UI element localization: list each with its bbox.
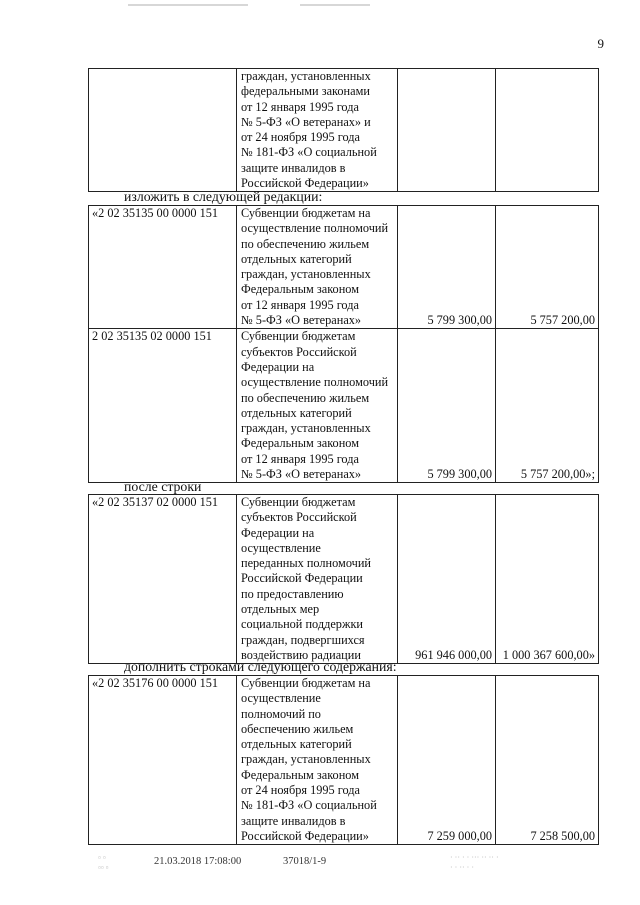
- table-row: [89, 329, 599, 483]
- description-cell: Субвенции бюджетам субъектов Российской Федерации на осуществление переданных полномочий Российской Федерации по предоставлению отдельных мер социальной поддержки граждан, подвергшихся воздействию радиации: [237, 495, 398, 664]
- amount-2020-cell: [496, 69, 599, 192]
- amount-2019-cell: 961 946 000,00: [398, 495, 496, 664]
- footer-doc-number: 37018/1-9: [283, 856, 327, 867]
- budget-code-cell: «2 02 35176 00 0000 151: [89, 676, 237, 845]
- table-added-rows: [88, 675, 599, 845]
- budget-code-cell: 2 02 35135 02 0000 151: [89, 329, 237, 483]
- instruction-after-row: после строки: [124, 479, 202, 494]
- description-cell: Субвенции бюджетам на осуществление полномочий по обеспечению жильем отдельных категорий граждан, установленных Федеральным законом от 12 января 1995 года № 5-ФЗ «О ветеранах»: [237, 206, 398, 329]
- amount-2019-cell: [398, 69, 496, 192]
- footer-datetime: 21.03.2018 17:08:00: [154, 856, 242, 867]
- scan-stamp-right: · ·· · · ··· ·· ·· · · · ·· · ·: [450, 853, 499, 872]
- amount-2020-cell: 1 000 367 600,00»: [496, 495, 599, 664]
- table-row: [89, 69, 599, 192]
- budget-code-cell: [89, 69, 237, 192]
- amount-2019-cell: 5 799 300,00: [398, 206, 496, 329]
- instruction-add-rows: дополнить строками следующего содержания:: [124, 659, 397, 674]
- scan-artifact: [300, 4, 370, 6]
- amount-2019-cell: 5 799 300,00: [398, 329, 496, 483]
- description-cell: Субвенции бюджетам субъектов Российской Федерации на осуществление полномочий по обеспечению жильем отдельных категорий граждан, установленных Федеральным законом от 12 января 1995 года № 5-ФЗ «О ветеранах»: [237, 329, 398, 483]
- budget-code-cell: «2 02 35137 02 0000 151: [89, 495, 237, 664]
- scan-stamp-left: ▫ ▫ ▫▫ ▫: [98, 853, 109, 872]
- amount-2020-cell: 7 258 500,00: [496, 676, 599, 845]
- amount-2020-cell: 5 757 200,00: [496, 206, 599, 329]
- budget-code-cell: «2 02 35135 00 0000 151: [89, 206, 237, 329]
- table-fragment-continued: [88, 68, 599, 192]
- table-reference-row: [88, 494, 599, 664]
- table-row: [89, 676, 599, 845]
- scan-artifact: [128, 4, 248, 6]
- page-number: 9: [597, 36, 604, 51]
- table-row: [89, 495, 599, 664]
- description-cell: Субвенции бюджетам на осуществление полномочий по обеспечению жильем отдельных категорий граждан, установленных Федеральным законом от 24 ноября 1995 года № 181-ФЗ «О социальной защите инвалидов в Российской Федерации»: [237, 676, 398, 845]
- amount-2019-cell: 7 259 000,00: [398, 676, 496, 845]
- description-cell: граждан, установленных федеральными законами от 12 января 1995 года № 5-ФЗ «О ветеранах» и от 24 ноября 1995 года № 181-ФЗ «О социальной защите инвалидов в Российской Федерации»: [237, 69, 398, 192]
- table-row: [89, 206, 599, 329]
- table-replacement-rows: [88, 205, 599, 483]
- amount-2020-cell: 5 757 200,00»;: [496, 329, 599, 483]
- instruction-replace: изложить в следующей редакции:: [124, 189, 323, 204]
